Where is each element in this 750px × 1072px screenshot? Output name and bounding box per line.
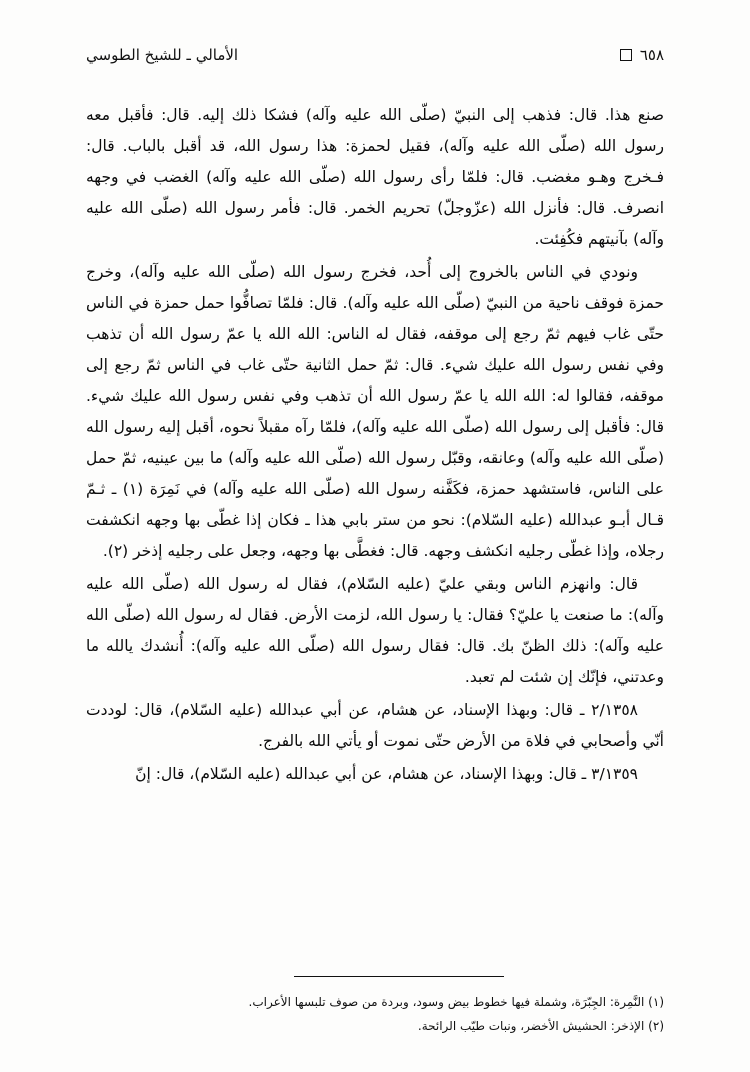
footnote-item: (٢) الإذخر: الحشيش الأخضر، ونبات طيّب الرائحة. — [417, 1018, 664, 1033]
paragraph: صنع هذا. قال: فذهب إلى النبيّ (صلّى الله عليه وآله) فشكا ذلك إليه. قال: فأقبل معه رسول الله (صلّى الله عليه وآله)، فقيل لحمزة: هذا رسول الله، قد أقبل بالباب. قال: فـخرج وهـو مغضب. قال: فلمّا رأى رسول الله (صلّى الله عليه وآله) الغضب في وجهه انصرف. قال: فأنزل الله (عزّوجلّ) تحريم الخمر. قال: فأمر رسول الله (صلّى الله عليه وآله) بآنيتهم فكُفِئت. — [86, 106, 664, 248]
footnote-divider — [294, 976, 504, 977]
page-number-group — [620, 46, 664, 64]
book-title: الأمالي ـ للشيخ الطوسي — [86, 46, 239, 64]
entry-text: ـ قال: وبهذا الإسناد، عن هشام، عن أبي عبدالله (عليه السّلام)، قال: لوددت أنّي وأصحابي في فلاة من الأرض حتّى نموت أو يأتي الله بالفرج. — [86, 701, 664, 750]
entry-text: ـ قال: وبهذا الإسناد، عن هشام، عن أبي عبدالله (عليه السّلام)، قال: إنّ — [135, 765, 587, 783]
numbered-entry — [86, 695, 664, 757]
body-text — [86, 100, 664, 790]
entry-number: ٢/١٣٥٨ — [591, 701, 638, 719]
square-box-icon — [620, 49, 632, 61]
entry-number: ٣/١٣٥٩ — [591, 765, 638, 783]
paragraph: ونودي في الناس بالخروج إلى أُحد، فخرج رسول الله (صلّى الله عليه وآله)، وخرج حمزة فوقف ناحية من النبيّ (صلّى الله عليه وآله). قال: فلمّا تصافُّوا حمل حمزة في الناس حتّى غاب فيهم ثمّ رجع إلى موقفه، فقال له الناس: الله الله يا عمّ رسول الله أن تذهب وفي نفس رسول الله عليك شيء. قال: ثمّ حمل الثانية حتّى غاب في الناس ثمّ رجع إلى موقفه، فقالوا له: الله الله يا عمّ رسول الله أن تذهب وفي نفس رسول الله عليك شيء. قال: فأقبل إلى رسول الله (صلّى الله عليه وآله)، فلمّا رآه مقبلاً نحوه، أقبل إليه رسول الله (صلّى الله عليه وآله) وعانقه، وقبّل رسول الله (صلّى الله عليه وآله) ما بين عينيه، ثمّ حمل على الناس، فاستشهد حمزة، فكَفَّنه رسول الله (صلّى الله عليه وآله) في نَمِرَة (١) ـ ثـمّ قـال أبـو عبدالله (عليه السّلام): نحو من ستر بابي هذا ـ فكان إذا غطّى بها وجهه انكشفت رجلاه، وإذا غطّى رجليه انكشف وجهه. قال: فغطَّى بها وجهه، وجعل على رجليه إذخر (٢). — [86, 263, 664, 560]
footnotes-section — [86, 976, 664, 1038]
page-number: ٦٥٨ — [639, 46, 664, 64]
paragraph: قال: وانهزم الناس وبقي عليّ (عليه السّلام)، فقال له رسول الله (صلّى الله عليه وآله): ما صنعت يا عليّ؟ فقال: يا رسول الله، لزمت الأرض. فقال له رسول الله (صلّى الله عليه وآله): ذلك الظنّ بك. قال: فقال رسول الله (صلّى الله عليه وآله): أُنشدك يالله ما وعدتني، فإنّك إن شئت لم تعبد. — [86, 575, 664, 686]
footnote-item: (١) النَّمِرة: الجِبّرَة، وشملة فيها خطوط بيض وسود، وبردة من صوف تلبسها الأعراب. — [248, 995, 664, 1010]
numbered-entry — [86, 759, 664, 790]
page-header — [86, 40, 664, 70]
page-content — [86, 40, 664, 1048]
